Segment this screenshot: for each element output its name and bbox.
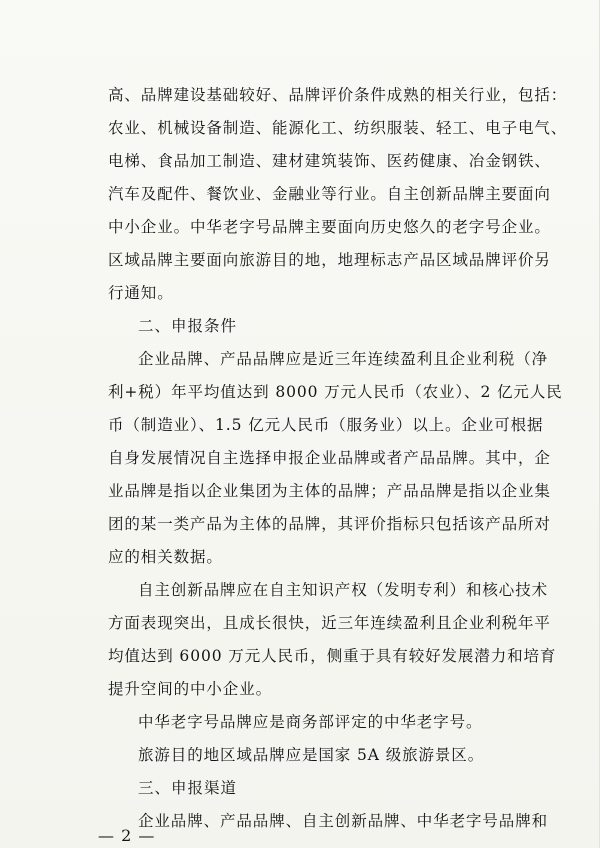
paragraph-line: 提升空间的中小企业。 — [108, 680, 273, 698]
paragraph-line: 利+税）年平均值达到 8000 万元人民币（农业）、2 亿元人民 — [108, 383, 563, 401]
paragraph-line: 币（制造业）、1.5 亿元人民币（服务业）以上。企业可根据 — [108, 416, 544, 434]
paragraph-line: 业品牌是指以企业集团为主体的品牌；产品品牌是指以企业集 — [108, 482, 551, 500]
paragraph-line: 行通知。 — [108, 284, 174, 302]
page-number: — 2 — — [98, 826, 156, 845]
paragraph-line: 旅游目的地区域品牌应是国家 5A 级旅游景区。 — [138, 746, 485, 764]
paragraph-line: 自身发展情况自主选择申报企业品牌或者产品品牌。其中，企 — [108, 449, 551, 467]
paragraph-line: 企业品牌、产品品牌、自主创新品牌、中华老字号品牌和 — [138, 812, 549, 830]
paragraph-line: 均值达到 6000 万元人民币，侧重于具有较好发展潜力和培育 — [108, 647, 557, 665]
paragraph-line: 汽车及配件、餐饮业、金融业等行业。自主创新品牌主要面向 — [108, 185, 551, 203]
paragraph-line: 农业、机械设备制造、能源化工、纺织服装、轻工、电子电气、 — [108, 119, 568, 137]
paragraph-line: 中华老字号品牌应是商务部评定的中华老字号。 — [138, 713, 483, 731]
paragraph-line: 方面表现突出，且成长很快，近三年连续盈利且企业利税年平 — [108, 614, 551, 632]
paragraph-line: 高、品牌建设基础较好、品牌评价条件成熟的相关行业，包括： — [108, 86, 568, 104]
paragraph-line: 电梯、食品加工制造、建材建筑装饰、医药健康、冶金钢铁、 — [108, 152, 551, 170]
section-heading-application-channels: 三、申报渠道 — [138, 779, 238, 797]
paragraph-line: 应的相关数据。 — [108, 548, 223, 566]
paragraph-line: 企业品牌、产品品牌应是近三年连续盈利且企业利税（净 — [138, 350, 549, 368]
section-heading-application-conditions: 二、申报条件 — [138, 317, 238, 335]
paragraph-line: 团的某一类产品为主体的品牌，其评价指标只包括该产品所对 — [108, 515, 551, 533]
paragraph-line: 自主创新品牌应在自主知识产权（发明专利）和核心技术 — [138, 581, 549, 599]
paragraph-line: 中小企业。中华老字号品牌主要面向历史悠久的老字号企业。 — [108, 218, 551, 236]
paragraph-line: 区域品牌主要面向旅游目的地，地理标志产品区域品牌评价另 — [108, 251, 551, 269]
